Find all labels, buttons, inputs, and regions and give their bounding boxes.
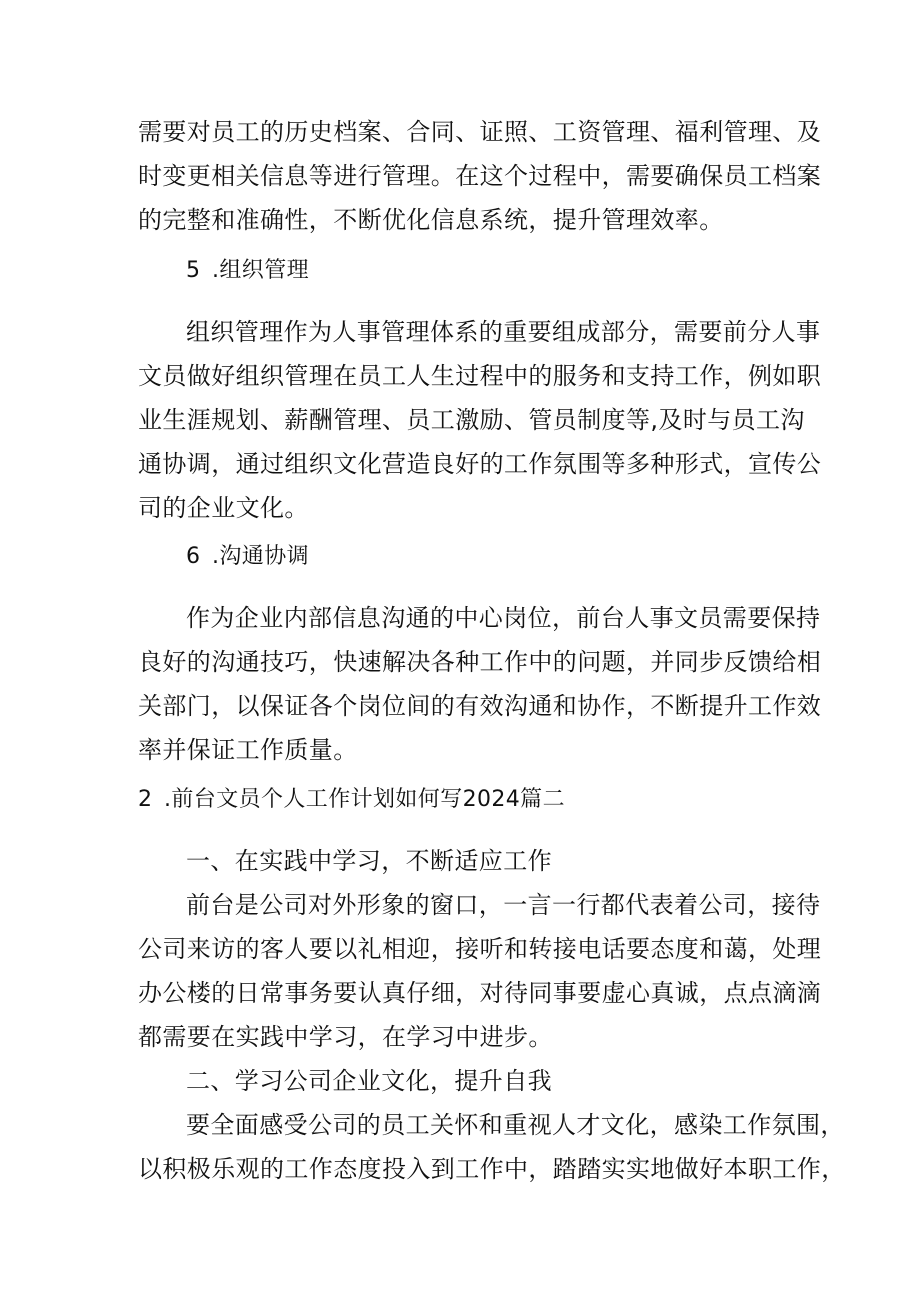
intro-line-1: 需要对员工的历史档案、合同、证照、工资管理、福利管理、及 — [138, 118, 822, 146]
part-1-line-4: 都需要在实践中学习，在学习中进步。 — [138, 1023, 553, 1051]
section-5-heading — [186, 256, 309, 286]
section-5-line-2: 文员做好组织管理在员工人生过程中的服务和支持工作，例如职 — [138, 362, 822, 390]
section-5-line-5: 司的企业文化。 — [138, 494, 309, 522]
section-5-line-4: 通协调，通过组织文化营造良好的工作氛围等多种形式，宣传公 — [138, 450, 822, 478]
part-2-line-1: 要全面感受公司的员工关怀和重视人才文化，感染工作氛围， — [186, 1111, 845, 1139]
article-2-number: 2 — [138, 787, 153, 812]
article-2-heading — [138, 785, 565, 815]
section-6-line-4: 率并保证工作质量。 — [138, 736, 358, 764]
section-6-number: 6 — [186, 544, 201, 569]
section-6-title: .沟通协调 — [212, 544, 309, 569]
intro-line-2: 时变更相关信息等进行管理。在这个过程中，需要确保员工档案 — [138, 162, 822, 190]
section-6-line-1: 作为企业内部信息沟通的中心岗位，前台人事文员需要保持 — [186, 604, 821, 632]
part-2-line-2: 以积极乐观的工作态度投入到工作中，踏踏实实地做好本职工作， — [138, 1155, 846, 1183]
section-6-line-3: 关部门，以保证各个岗位间的有效沟通和协作，不断提升工作效 — [138, 692, 822, 720]
part-1-line-3: 办公楼的日常事务要认真仔细，对待同事要虚心真诚，点点滴滴 — [138, 979, 822, 1007]
part-2-heading: 二、学习公司企业文化，提升自我 — [186, 1067, 552, 1095]
section-6-line-2: 良好的沟通技巧，快速解决各种工作中的问题，并同步反馈给相 — [138, 648, 822, 676]
article-2-title: .前台文员个人工作计划如何写2024篇二 — [164, 787, 565, 812]
section-6-heading — [186, 542, 309, 572]
part-1-line-1: 前台是公司对外形象的窗口，一言一行都代表着公司，接待 — [186, 891, 821, 919]
section-5-number: 5 — [186, 258, 201, 283]
intro-line-3: 的完整和准确性，不断优化信息系统，提升管理效率。 — [138, 206, 724, 234]
section-5-line-1: 组织管理作为人事管理体系的重要组成部分，需要前分人事 — [186, 318, 821, 346]
part-1-heading: 一、在实践中学习，不断适应工作 — [186, 847, 552, 875]
section-5-line-3: 业生涯规划、薪酬管理、员工激励、管员制度等,及时与员工沟 — [138, 406, 805, 434]
part-1-line-2: 公司来访的客人要以礼相迎，接听和转接电话要态度和蔼，处理 — [138, 935, 822, 963]
section-5-title: .组织管理 — [212, 258, 309, 283]
